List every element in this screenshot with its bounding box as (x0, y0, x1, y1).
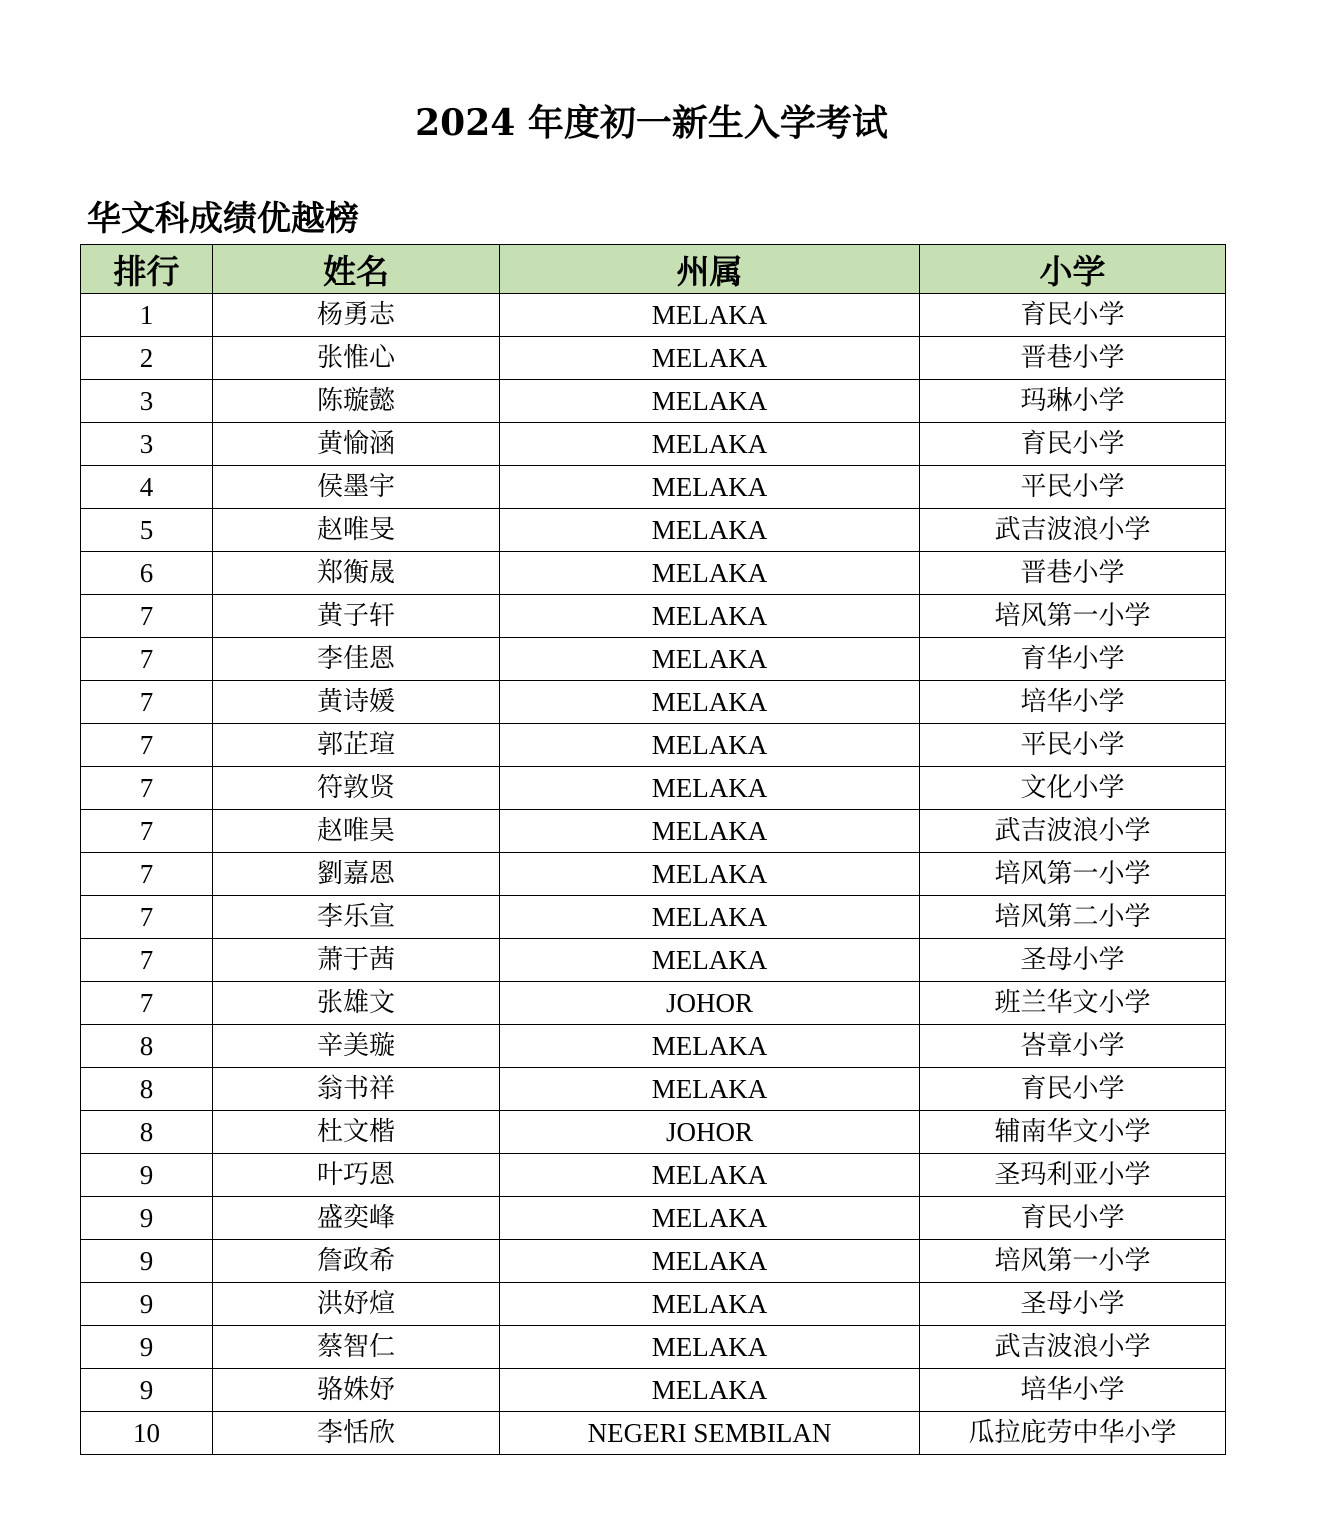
table-row (81, 638, 1226, 681)
ranking-table (80, 244, 1226, 1455)
rank-cell: 7 (81, 853, 213, 896)
state-cell: MELAKA (500, 552, 920, 595)
school-cell: 培风第一小学 (920, 1240, 1226, 1283)
rank-cell: 7 (81, 810, 213, 853)
table-row (81, 294, 1226, 337)
table-row (81, 1197, 1226, 1240)
header-name: 姓名 (213, 245, 500, 294)
state-cell: MELAKA (500, 939, 920, 982)
state-cell: MELAKA (500, 1197, 920, 1240)
state-cell: NEGERI SEMBILAN (500, 1412, 920, 1455)
state-cell: MELAKA (500, 1154, 920, 1197)
rank-cell: 9 (81, 1283, 213, 1326)
name-cell: 李佳恩 (213, 638, 500, 681)
table-row (81, 337, 1226, 380)
rank-cell: 5 (81, 509, 213, 552)
name-cell: 萧于茜 (213, 939, 500, 982)
school-cell: 晋巷小学 (920, 552, 1226, 595)
school-cell: 育民小学 (920, 423, 1226, 466)
name-cell: 黄愉涵 (213, 423, 500, 466)
rank-cell: 2 (81, 337, 213, 380)
table-row (81, 1025, 1226, 1068)
name-cell: 李乐宣 (213, 896, 500, 939)
rank-cell: 7 (81, 896, 213, 939)
state-cell: MELAKA (500, 1283, 920, 1326)
table-row (81, 466, 1226, 509)
rank-cell: 4 (81, 466, 213, 509)
name-cell: 杨勇志 (213, 294, 500, 337)
state-cell: MELAKA (500, 1240, 920, 1283)
table-row (81, 767, 1226, 810)
table-row (81, 380, 1226, 423)
name-cell: 符敦贤 (213, 767, 500, 810)
school-cell: 培华小学 (920, 1369, 1226, 1412)
school-cell: 平民小学 (920, 724, 1226, 767)
rank-cell: 7 (81, 724, 213, 767)
name-cell: 洪妤煊 (213, 1283, 500, 1326)
document-title: 2024 年度初一新生入学考试 (415, 102, 888, 144)
state-cell: MELAKA (500, 337, 920, 380)
state-cell: JOHOR (500, 1111, 920, 1154)
rank-cell: 8 (81, 1068, 213, 1111)
state-cell: JOHOR (500, 982, 920, 1025)
state-cell: MELAKA (500, 1326, 920, 1369)
header-state: 州属 (500, 245, 920, 294)
state-cell: MELAKA (500, 509, 920, 552)
school-cell: 班兰华文小学 (920, 982, 1226, 1025)
name-cell: 黄诗媛 (213, 681, 500, 724)
school-cell: 育民小学 (920, 1197, 1226, 1240)
state-cell: MELAKA (500, 1025, 920, 1068)
rank-cell: 3 (81, 423, 213, 466)
rank-cell: 7 (81, 595, 213, 638)
rank-cell: 10 (81, 1412, 213, 1455)
table-row (81, 853, 1226, 896)
table-row (81, 1068, 1226, 1111)
school-cell: 平民小学 (920, 466, 1226, 509)
state-cell: MELAKA (500, 294, 920, 337)
rank-cell: 7 (81, 982, 213, 1025)
school-cell: 玛琳小学 (920, 380, 1226, 423)
rank-cell: 7 (81, 939, 213, 982)
name-cell: 蔡智仁 (213, 1326, 500, 1369)
school-cell: 武吉波浪小学 (920, 509, 1226, 552)
table-row (81, 423, 1226, 466)
name-cell: 劉嘉恩 (213, 853, 500, 896)
state-cell: MELAKA (500, 896, 920, 939)
table-row (81, 1326, 1226, 1369)
school-cell: 瓜拉庇劳中华小学 (920, 1412, 1226, 1455)
section-title: 华文科成绩优越榜 (87, 199, 359, 239)
state-cell: MELAKA (500, 466, 920, 509)
state-cell: MELAKA (500, 767, 920, 810)
name-cell: 赵唯旻 (213, 509, 500, 552)
table-row (81, 724, 1226, 767)
state-cell: MELAKA (500, 1068, 920, 1111)
table-row (81, 681, 1226, 724)
rank-cell: 9 (81, 1326, 213, 1369)
name-cell: 张惟心 (213, 337, 500, 380)
rank-cell: 7 (81, 638, 213, 681)
state-cell: MELAKA (500, 724, 920, 767)
table-row (81, 1283, 1226, 1326)
table-row (81, 509, 1226, 552)
name-cell: 侯墨宇 (213, 466, 500, 509)
table-row (81, 1369, 1226, 1412)
school-cell: 辅南华文小学 (920, 1111, 1226, 1154)
school-cell: 圣母小学 (920, 939, 1226, 982)
rank-cell: 7 (81, 681, 213, 724)
state-cell: MELAKA (500, 595, 920, 638)
name-cell: 郭芷瑄 (213, 724, 500, 767)
header-row (81, 245, 1226, 294)
rank-cell: 6 (81, 552, 213, 595)
school-cell: 圣玛利亚小学 (920, 1154, 1226, 1197)
school-cell: 晋巷小学 (920, 337, 1226, 380)
rank-cell: 9 (81, 1240, 213, 1283)
school-cell: 峇章小学 (920, 1025, 1226, 1068)
name-cell: 李恬欣 (213, 1412, 500, 1455)
state-cell: MELAKA (500, 810, 920, 853)
school-cell: 育华小学 (920, 638, 1226, 681)
table-row (81, 896, 1226, 939)
header-rank: 排行 (81, 245, 213, 294)
table-row (81, 982, 1226, 1025)
name-cell: 盛奕峰 (213, 1197, 500, 1240)
name-cell: 辛美璇 (213, 1025, 500, 1068)
state-cell: MELAKA (500, 1369, 920, 1412)
school-cell: 育民小学 (920, 294, 1226, 337)
rank-cell: 8 (81, 1111, 213, 1154)
rank-cell: 9 (81, 1197, 213, 1240)
header-school: 小学 (920, 245, 1226, 294)
school-cell: 培风第二小学 (920, 896, 1226, 939)
name-cell: 翁书祥 (213, 1068, 500, 1111)
state-cell: MELAKA (500, 423, 920, 466)
school-cell: 圣母小学 (920, 1283, 1226, 1326)
table-row (81, 939, 1226, 982)
name-cell: 郑衡晟 (213, 552, 500, 595)
table-row (81, 595, 1226, 638)
ranking-table-body (81, 294, 1226, 1455)
state-cell: MELAKA (500, 853, 920, 896)
name-cell: 赵唯昊 (213, 810, 500, 853)
rank-cell: 9 (81, 1369, 213, 1412)
name-cell: 黄子轩 (213, 595, 500, 638)
school-cell: 育民小学 (920, 1068, 1226, 1111)
name-cell: 陈璇懿 (213, 380, 500, 423)
table-row (81, 810, 1226, 853)
table-row (81, 1154, 1226, 1197)
school-cell: 培风第一小学 (920, 853, 1226, 896)
state-cell: MELAKA (500, 380, 920, 423)
rank-cell: 1 (81, 294, 213, 337)
school-cell: 文化小学 (920, 767, 1226, 810)
name-cell: 张雄文 (213, 982, 500, 1025)
school-cell: 武吉波浪小学 (920, 1326, 1226, 1369)
name-cell: 骆姝妤 (213, 1369, 500, 1412)
state-cell: MELAKA (500, 638, 920, 681)
school-cell: 培华小学 (920, 681, 1226, 724)
rank-cell: 8 (81, 1025, 213, 1068)
rank-cell: 7 (81, 767, 213, 810)
name-cell: 叶巧恩 (213, 1154, 500, 1197)
rank-cell: 9 (81, 1154, 213, 1197)
name-cell: 杜文楷 (213, 1111, 500, 1154)
state-cell: MELAKA (500, 681, 920, 724)
table-row (81, 552, 1226, 595)
table-row (81, 1111, 1226, 1154)
school-cell: 培风第一小学 (920, 595, 1226, 638)
table-row (81, 1240, 1226, 1283)
rank-cell: 3 (81, 380, 213, 423)
school-cell: 武吉波浪小学 (920, 810, 1226, 853)
table-row (81, 1412, 1226, 1455)
name-cell: 詹政希 (213, 1240, 500, 1283)
